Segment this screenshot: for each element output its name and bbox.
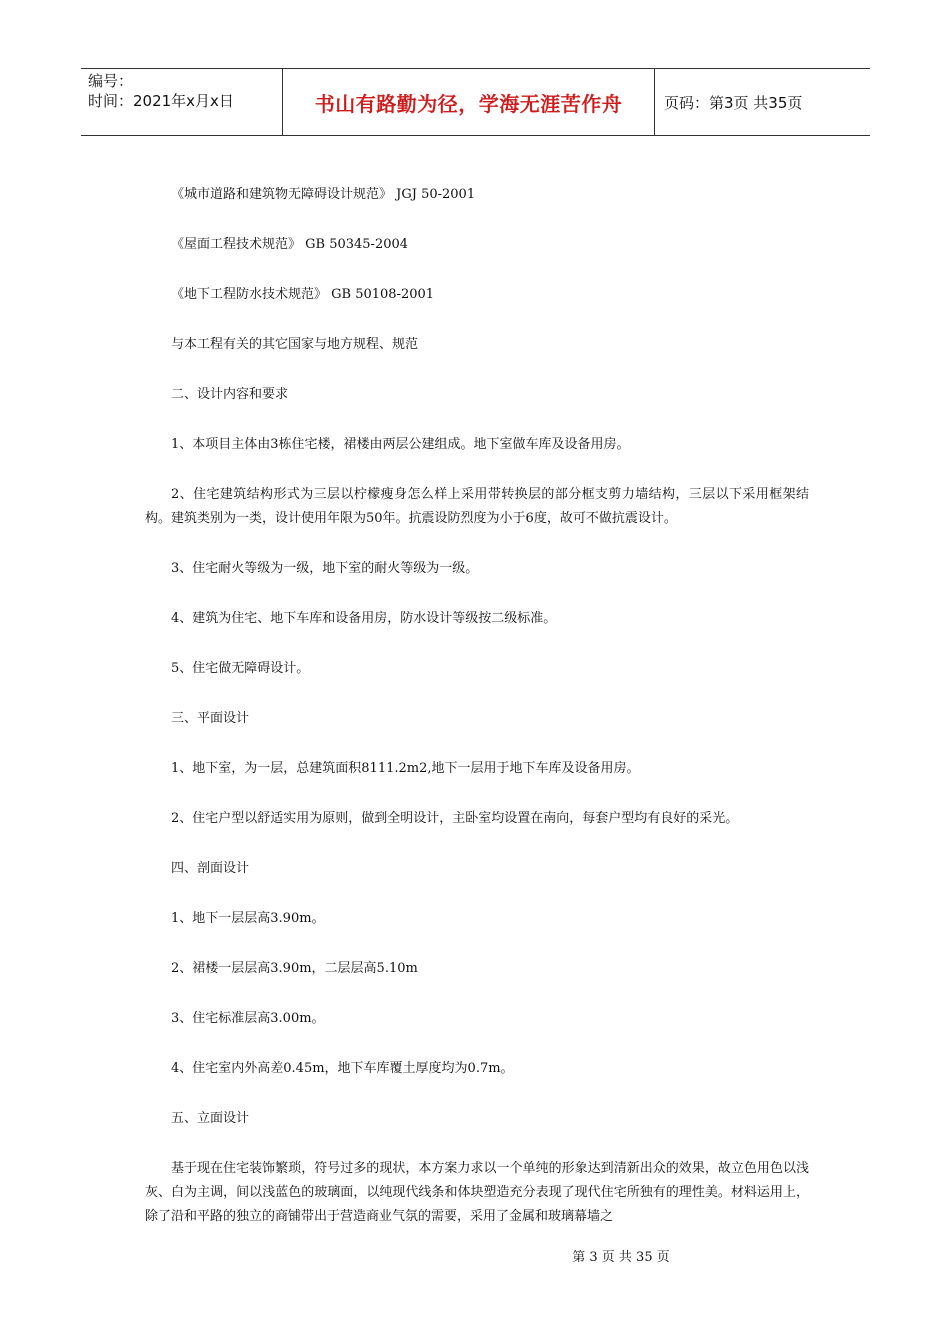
header-motto: 书山有路勤为径，学海无涯苦作舟 bbox=[314, 91, 623, 116]
header-page-info: 页码：第3页 共35页 bbox=[664, 93, 803, 112]
section-heading: 四、剖面设计 bbox=[171, 861, 250, 876]
paragraph: 4、住宅室内外高差0.45m，地下车库覆土厚度均为0.7m。 bbox=[171, 1061, 514, 1076]
header-page-cell bbox=[655, 69, 870, 135]
section-heading: 三、平面设计 bbox=[171, 711, 250, 726]
paragraph: 《屋面工程技术规范》 GB 50345-2004 bbox=[171, 237, 409, 252]
paragraph: 1、地下室，为一层，总建筑面积8111.2m2,地下一层用于地下车库及设备用房。 bbox=[171, 761, 640, 776]
paragraph: 1、地下一层层高3.90m。 bbox=[171, 911, 325, 926]
paragraph: 5、住宅做无障碍设计。 bbox=[171, 661, 310, 676]
section-heading: 二、设计内容和要求 bbox=[171, 387, 289, 402]
footer-page-number: 第 3 页 共 35 页 bbox=[572, 1250, 670, 1265]
paragraph: 《地下工程防水技术规范》 GB 50108-2001 bbox=[171, 287, 435, 302]
paragraph: 《城市道路和建筑物无障碍设计规范》 JGJ 50-2001 bbox=[171, 187, 476, 202]
document-header bbox=[81, 68, 870, 136]
paragraph: 2、住宅建筑结构形式为三层以柠檬瘦身怎么样上采用带转换层的部分框支剪力墙结构，三层以下采用框架结构。建筑类别为一类，设计使用年限为50年。抗震设防烈度为小于6度，故可不做抗震设计。 bbox=[145, 487, 809, 526]
paragraph: 2、住宅户型以舒适实用为原则，做到全明设计，主卧室均设置在南向，每套户型均有良好的采光。 bbox=[171, 811, 739, 826]
section-heading: 五、立面设计 bbox=[171, 1111, 250, 1126]
paragraph: 与本工程有关的其它国家与地方规程、规范 bbox=[171, 337, 419, 352]
paragraph: 4、建筑为住宅、地下车库和设备用房，防水设计等级按二级标准。 bbox=[171, 611, 557, 626]
document-body bbox=[145, 183, 809, 1229]
page-footer bbox=[0, 1246, 950, 1265]
paragraph: 1、本项目主体由3栋住宅楼，裙楼由两层公建组成。地下室做车库及设备用房。 bbox=[171, 437, 630, 452]
document-time-label: 时间：2021年x月x日 bbox=[88, 92, 234, 110]
document-number-label: 编号： bbox=[88, 72, 134, 90]
header-meta-cell bbox=[81, 69, 283, 135]
paragraph: 3、住宅标准层高3.00m。 bbox=[171, 1011, 325, 1026]
header-motto-cell bbox=[283, 69, 655, 135]
paragraph: 基于现在住宅装饰繁琐，符号过多的现状，本方案力求以一个单纯的形象达到清新出众的效果，故立色用色以浅灰、白为主调，间以浅蓝色的玻璃面，以纯现代线条和体块塑造充分表现了现代住宅所独有的理性美。材料运用上，除了沿和平路的独立的商铺带出于营造商业气氛的需要，采用了金属和玻璃幕墙之 bbox=[145, 1161, 809, 1224]
paragraph: 2、裙楼一层层高3.90m，二层层高5.10m bbox=[171, 961, 418, 976]
paragraph: 3、住宅耐火等级为一级，地下室的耐火等级为一级。 bbox=[171, 561, 479, 576]
